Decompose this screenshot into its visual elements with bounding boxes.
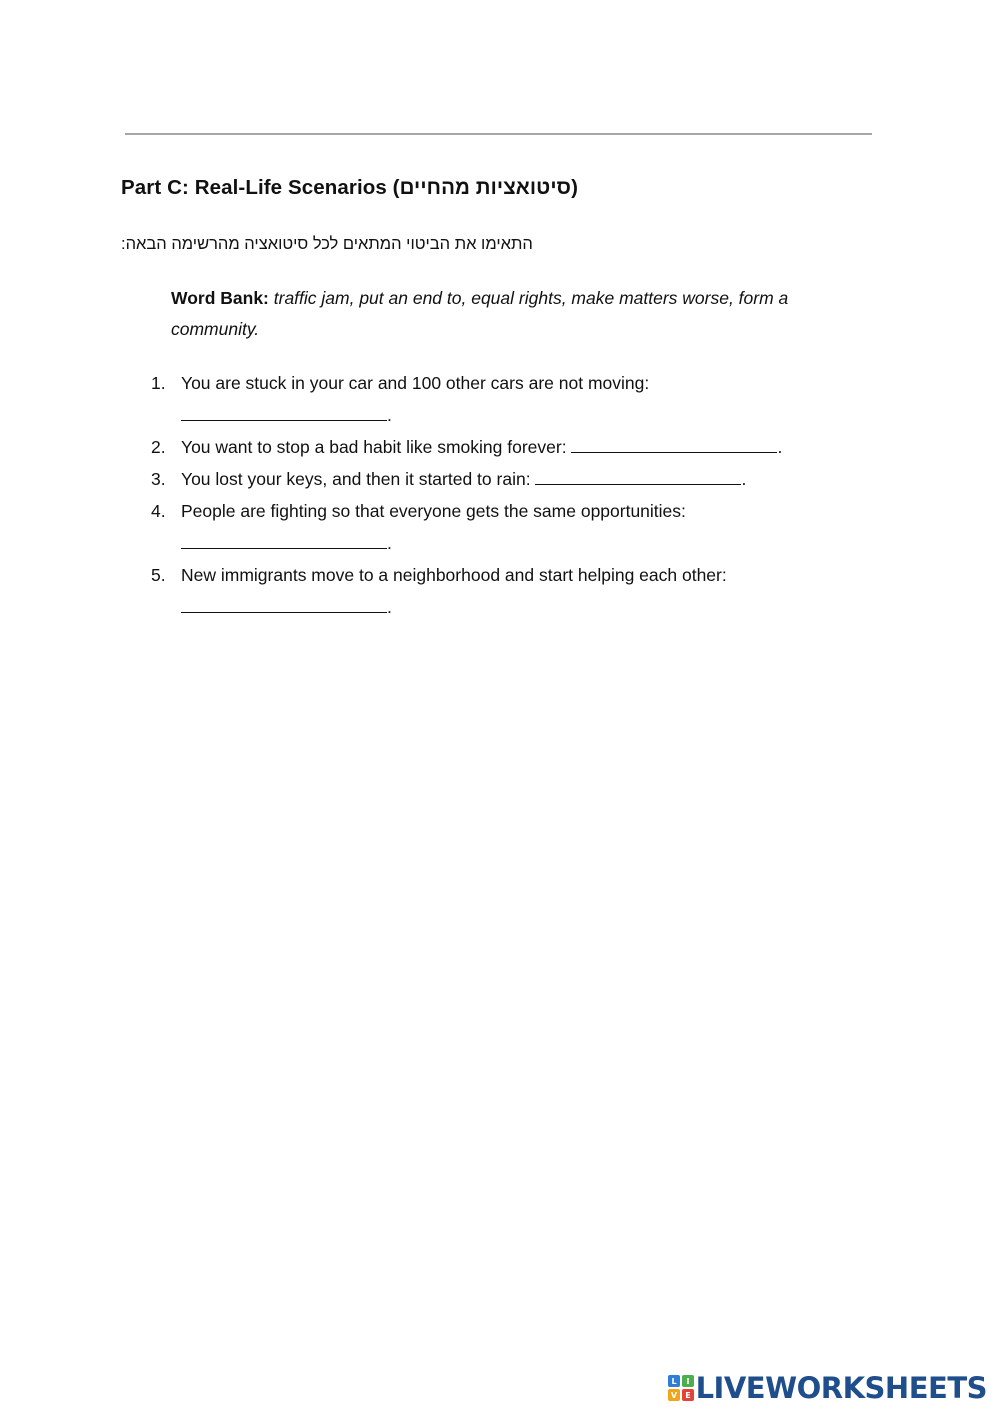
- question-number: 3.: [151, 469, 166, 489]
- svg-text:V: V: [670, 1391, 677, 1400]
- instruction-text: התאימו את הביטוי המתאים לכל סיטואציה מהרשימה הבאה:: [121, 235, 533, 253]
- word-bank: [171, 283, 836, 345]
- question-item-4: [151, 495, 851, 559]
- header-divider: [125, 133, 872, 135]
- question-item-1: [151, 367, 851, 431]
- word-bank-terms: traffic jam, put an end to, equal rights, make matters worse, form a community.: [171, 288, 789, 339]
- brand-name: LIVEWORKSHEETS: [695, 1371, 987, 1405]
- svg-text:I: I: [686, 1377, 690, 1386]
- svg-text:L: L: [671, 1377, 677, 1386]
- question-number: 5.: [151, 565, 166, 585]
- question-number: 1.: [151, 373, 166, 393]
- answer-blank-4[interactable]: .: [181, 533, 392, 553]
- word-bank-label: Word Bank:: [171, 288, 269, 308]
- question-item-2: [151, 431, 851, 463]
- question-text: People are fighting so that everyone gets the same opportunities:: [181, 501, 686, 521]
- answer-blank-3[interactable]: .: [535, 469, 746, 489]
- answer-blank-2[interactable]: .: [571, 437, 782, 457]
- question-number: 4.: [151, 501, 166, 521]
- question-item-3: [151, 463, 851, 495]
- question-text: New immigrants move to a neighborhood and start helping each other:: [181, 565, 727, 585]
- question-item-5: [151, 559, 851, 623]
- liveworksheets-logo-icon: [668, 1375, 694, 1401]
- page-title: Part C: Real-Life Scenarios (סיטואציות מהחיים): [121, 176, 578, 199]
- question-number: 2.: [151, 437, 166, 457]
- question-list: [151, 367, 851, 623]
- answer-blank-1[interactable]: .: [181, 405, 392, 425]
- question-text: You want to stop a bad habit like smoking forever:: [181, 437, 567, 457]
- answer-blank-5[interactable]: .: [181, 597, 392, 617]
- question-text: You lost your keys, and then it started to rain:: [181, 469, 531, 489]
- liveworksheets-brand[interactable]: [668, 1370, 987, 1406]
- question-text: You are stuck in your car and 100 other cars are not moving:: [181, 373, 650, 393]
- svg-text:E: E: [684, 1391, 691, 1400]
